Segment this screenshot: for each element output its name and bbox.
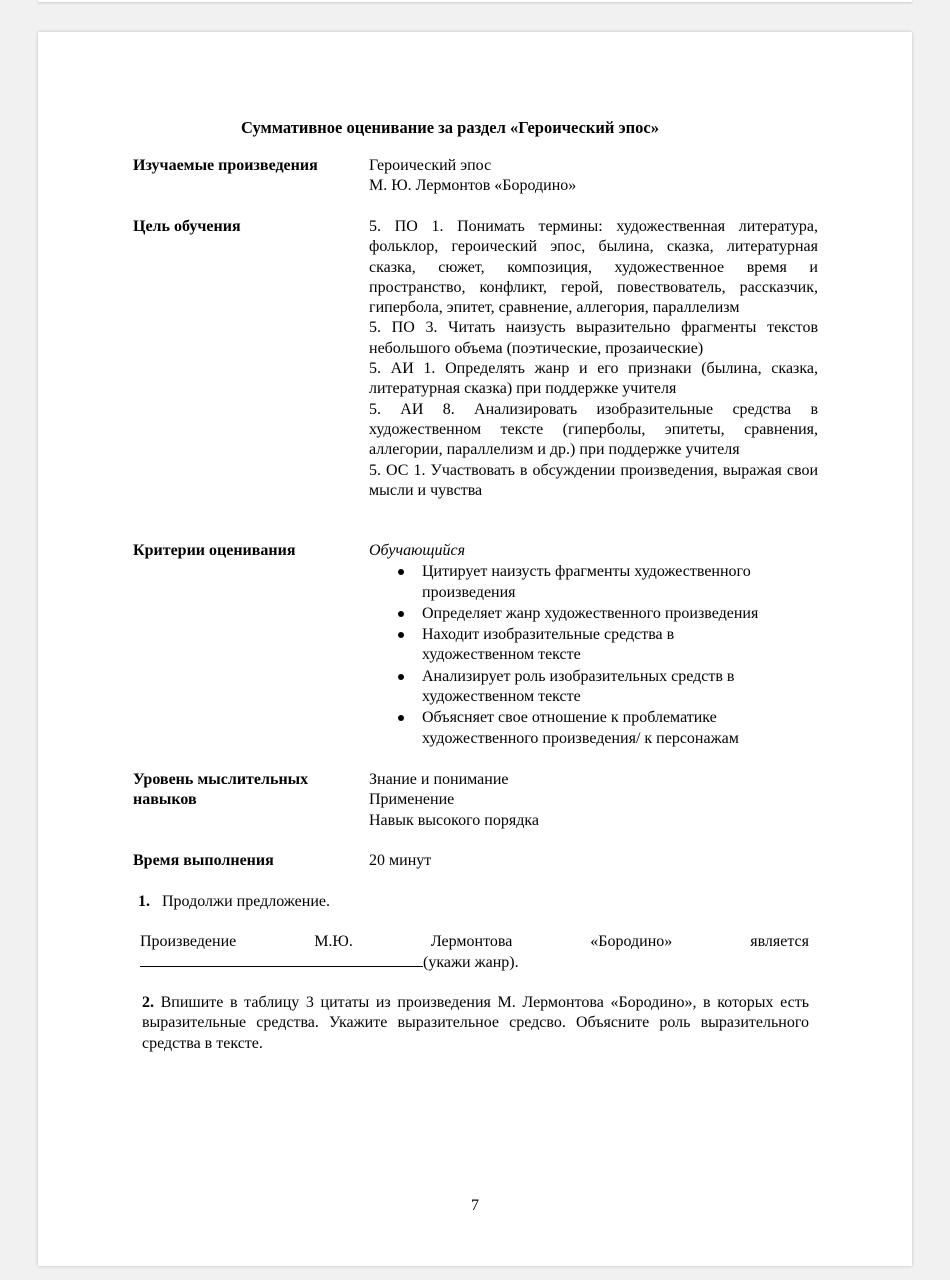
task-2-number: 2. (142, 994, 154, 1011)
task-1-hint: (укажи жанр). (423, 954, 519, 972)
task-1-sentence (140, 932, 809, 974)
thinking-skills-label: Уровень мыслительных навыков (133, 771, 309, 809)
answer-blank[interactable] (140, 952, 423, 967)
sentence-word: Лермонтова (430, 933, 513, 950)
criteria-label: Критерии оценивания (133, 542, 296, 559)
task-1-sentence-line (140, 932, 809, 952)
task-1-text: Продолжи предложение. (162, 893, 330, 910)
goal-item: 5. ПО 3. Читать наизусть выразительно фрагменты текстов небольшого объема (поэтические, прозаические) (369, 319, 818, 357)
time-label: Время выполнения (133, 852, 274, 869)
criteria-list (369, 562, 789, 749)
criteria-item: Объясняет свое отношение к проблематике художественного произведения/ к персонажам (369, 708, 789, 749)
criteria-value (369, 541, 789, 749)
document-page (38, 32, 912, 1266)
studied-work-line: М. Ю. Лермонтов «Бородино» (369, 177, 577, 195)
task-1-answer-line (140, 952, 809, 973)
time-value: 20 минут (369, 852, 432, 869)
sentence-word: является (750, 933, 809, 950)
sentence-word: «Бородино» (590, 933, 673, 950)
studied-works-label: Изучаемые произведения (133, 157, 318, 174)
sentence-word: Произведение (140, 933, 237, 950)
task-2-text: Впишите в таблицу 3 цитаты из произведения М. Лермонтова «Бородино», в которых есть выразительные средства. Укажите выразительное средсво. Объясните роль выразительного средства в тексте. (142, 994, 809, 1052)
studied-work-line: Героический эпос (369, 157, 492, 174)
task-2 (142, 993, 809, 1054)
page-number: 7 (471, 1197, 479, 1214)
criteria-item: Цитирует наизусть фрагменты художественного произведения (369, 562, 789, 603)
goal-item: 5. АИ 1. Определять жанр и его признаки (былина, сказка, литературная сказка) при поддержке учителя (369, 360, 818, 398)
skill-line: Применение (369, 791, 455, 809)
skill-line: Навык высокого порядка (369, 811, 539, 829)
goal-item: 5. АИ 8. Анализировать изобразительные средства в художественном тексте (гиперболы, эпитеты, сравнения, аллегории, параллелизм и др.) при поддержке учителя (369, 400, 818, 459)
criteria-item: Анализирует роль изобразительных средств в художественном тексте (369, 667, 789, 708)
previous-page-edge (38, 0, 912, 2)
criteria-item: Находит изобразительные средства в художественном тексте (369, 625, 789, 666)
learning-goal-label: Цель обучения (133, 218, 241, 235)
thinking-skills-value (369, 770, 818, 831)
sentence-word: М.Ю. (314, 933, 353, 950)
task-1-number: 1. (138, 893, 150, 910)
criteria-subject: Обучающийся (369, 542, 466, 559)
goal-item: 5. ПО 1. Понимать термины: художественная литература, фольклор, героический эпос, былина, сказка, литературная сказка, сюжет, композиция, художественное время и пространство, конфликт, герой, повествователь, рассказчик, гипербола, эпитет, сравнение, аллегория, параллелизм (369, 218, 818, 317)
document-title: Суммативное оценивание за раздел «Героический эпос» (241, 118, 659, 137)
learning-goal-value (369, 217, 818, 501)
task-1-prompt (138, 892, 812, 912)
skill-line: Знание и понимание (369, 771, 509, 788)
criteria-item: Определяет жанр художественного произведения (369, 604, 789, 624)
goal-item: 5. ОС 1. Участвовать в обсуждении произведения, выражая свои мысли и чувства (369, 461, 818, 499)
studied-works-value (369, 156, 818, 197)
